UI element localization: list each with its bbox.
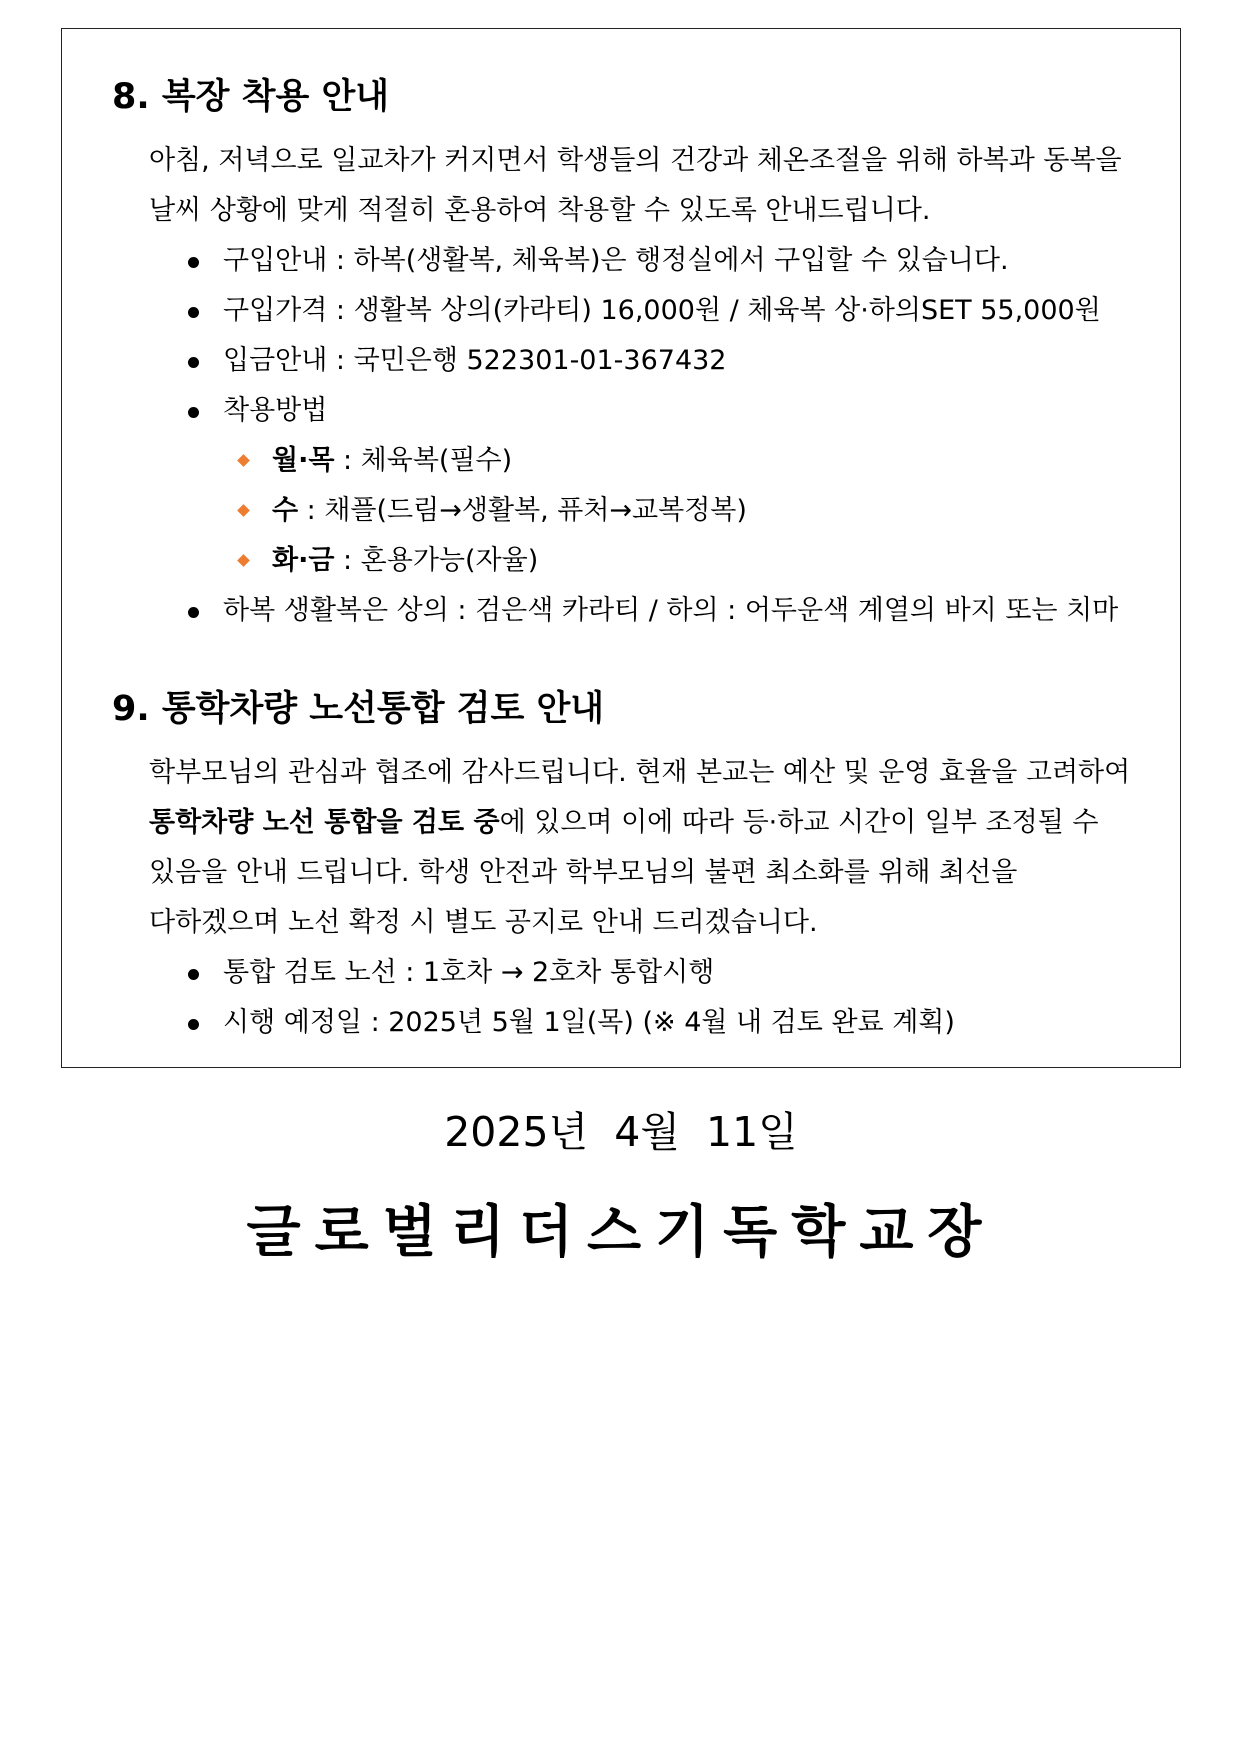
diamond-icon [237,554,250,567]
wear-desc: : 채플(드림→생활복, 퓨처→교복정복) [298,495,747,526]
section8-intro-line2: 날씨 상황에 맞게 적절히 혼용하여 착용할 수 있도록 안내드립니다. [149,195,931,226]
bullet-icon [188,407,199,418]
wear-desc: : 체육복(필수) [334,445,513,476]
bullet-text: 하복 생활복은 상의 : 검은색 카라티 / 하의 : 어두운색 계열의 바지 또는 치마 [223,595,1119,626]
section9-heading: 9. 통학차량 노선통합 검토 안내 [112,689,605,729]
section9-line2 [149,798,1098,848]
notice-box [61,28,1181,1068]
bullet-icon [188,357,199,368]
bullet-text: 구입안내 : 하복(생활복, 체육복)은 행정실에서 구입할 수 있습니다. [223,245,1009,276]
bullet-icon [188,969,199,980]
bullet-text: 시행 예정일 : 2025년 5월 1일(목) (※ 4월 내 검토 완료 계획) [223,1007,955,1038]
bullet-text: 착용방법 [223,395,328,426]
section9-line4: 다하겠으며 노선 확정 시 별도 공지로 안내 드리겠습니다. [149,907,818,938]
section9-emphasis: 통학차량 노선 통합을 검토 중 [149,807,500,838]
bullet-text: 입금안내 : 국민은행 522301-01-367432 [223,345,727,376]
section8-intro-line1: 아침, 저녁으로 일교차가 커지면서 학생들의 건강과 체온조절을 위해 하복과 동복을 [149,145,1122,176]
diamond-icon [237,504,250,517]
wear-day: 수 [272,495,299,526]
section8-heading: 8. 복장 착용 안내 [112,77,390,117]
school-signature: 글로벌리더스기독학교장 [246,1200,996,1265]
section9-line3: 있음을 안내 드립니다. 학생 안전과 학부모님의 불편 최소화를 위해 최선을 [149,857,1018,888]
bullet-icon [188,257,199,268]
bullet-icon [188,1019,199,1030]
diamond-icon [237,454,250,467]
section9-line2-rest: 에 있으며 이에 따라 등·하교 시간이 일부 조정될 수 [499,807,1099,838]
wear-desc: : 혼용가능(자율) [334,545,539,576]
bullet-icon [188,307,199,318]
wear-day: 월·목 [272,445,335,476]
section9-line1: 학부모님의 관심과 협조에 감사드립니다. 현재 본교는 예산 및 운영 효율을 고려하여 [149,757,1131,788]
bullet-icon [188,607,199,618]
issue-date: 2025년 4월 11일 [444,1108,798,1156]
bullet-text: 구입가격 : 생활복 상의(카라티) 16,000원 / 체육복 상·하의SET 55,000원 [223,295,1101,326]
wear-day: 화·금 [272,545,335,576]
bullet-text: 통합 검토 노선 : 1호차 → 2호차 통합시행 [223,957,715,988]
